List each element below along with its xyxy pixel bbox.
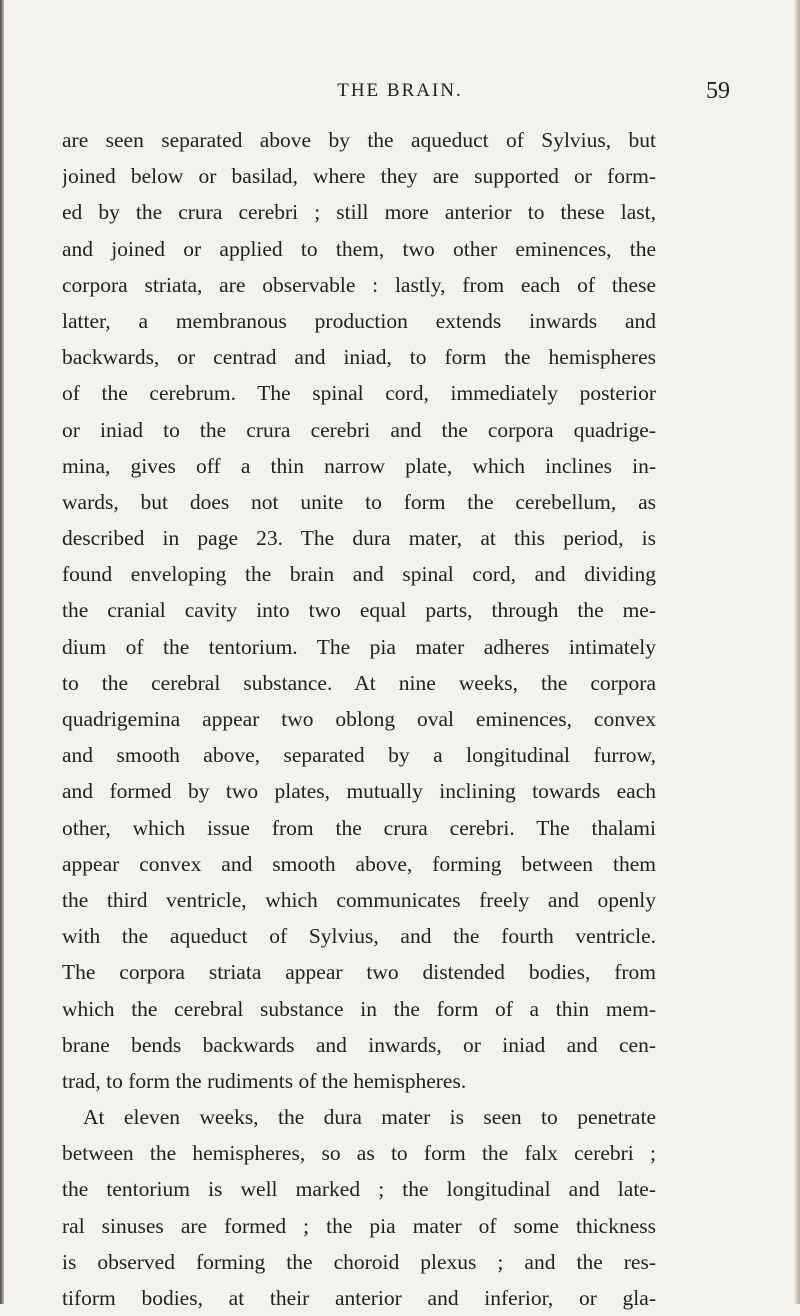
text-line: appear convex and smooth above, forming between them	[62, 851, 656, 876]
text-line: backwards, or centrad and iniad, to form the hemispheres	[62, 345, 656, 370]
text-line: described in page 23. The dura mater, at this period, is	[62, 526, 656, 551]
text-line: latter, a membranous production extends inwards and	[62, 308, 656, 333]
text-line: are seen separated above by the aqueduct of Sylvius, but	[62, 128, 656, 152]
text-line: other, which issue from the crura cerebri. The thalami	[62, 815, 656, 840]
running-title: THE BRAIN.	[337, 80, 463, 101]
text-line: of the cerebrum. The spinal cord, immediately posterior	[62, 381, 656, 406]
text-line: tiform bodies, at their anterior and inferior, or gla-	[62, 1286, 656, 1310]
text-line: the third ventricle, which communicates freely and openly	[62, 887, 656, 912]
text-line: brane bends backwards and inwards, or iniad and cen-	[62, 1032, 656, 1057]
text-line: which the cerebral substance in the form of a thin mem-	[62, 996, 656, 1021]
text-line: to the cerebral substance. At nine weeks, the corpora	[62, 670, 656, 695]
text-line: joined below or basilad, where they are supported or form-	[62, 164, 656, 189]
text-line: with the aqueduct of Sylvius, and the fourth ventricle.	[62, 924, 656, 949]
page-edge-left	[0, 0, 4, 1304]
running-head	[60, 76, 740, 106]
text-line: the cranial cavity into two equal parts, through the me-	[62, 598, 656, 623]
text-line: is observed forming the choroid plexus ; and the res-	[62, 1249, 656, 1274]
page-edge-right	[794, 0, 800, 1304]
text-line: the tentorium is well marked ; the longitudinal and late-	[62, 1177, 656, 1202]
page-number: 59	[706, 78, 730, 104]
text-line: or iniad to the crura cerebri and the corpora quadrige-	[62, 417, 656, 442]
text-line: ral sinuses are formed ; the pia mater of some thickness	[62, 1213, 656, 1238]
text-line: quadrigemina appear two oblong oval eminences, convex	[62, 707, 656, 731]
text-line: and joined or applied to them, two other eminences, the	[62, 236, 656, 261]
text-line: wards, but does not unite to form the cerebellum, as	[62, 489, 656, 514]
text-line: The corpora striata appear two distended bodies, from	[62, 960, 656, 985]
paragraph-end-line: trad, to form the rudiments of the hemispheres.	[62, 1068, 467, 1093]
text-line: dium of the tentorium. The pia mater adheres intimately	[62, 634, 656, 659]
text-line: found enveloping the brain and spinal cord, and dividing	[62, 562, 656, 587]
body-text	[62, 122, 656, 1316]
text-line: mina, gives off a thin narrow plate, which inclines in-	[62, 453, 656, 478]
text-line: and smooth above, separated by a longitudinal furrow,	[62, 743, 656, 768]
paragraph-start-line: At eleven weeks, the dura mater is seen to penetrate	[83, 1105, 656, 1130]
text-line: and formed by two plates, mutually inclining towards each	[62, 779, 656, 804]
text-line: ed by the crura cerebri ; still more anterior to these last,	[62, 200, 656, 225]
text-line: between the hemispheres, so as to form the falx cerebri ;	[62, 1141, 656, 1166]
text-line: corpora striata, are observable : lastly, from each of these	[62, 272, 656, 297]
